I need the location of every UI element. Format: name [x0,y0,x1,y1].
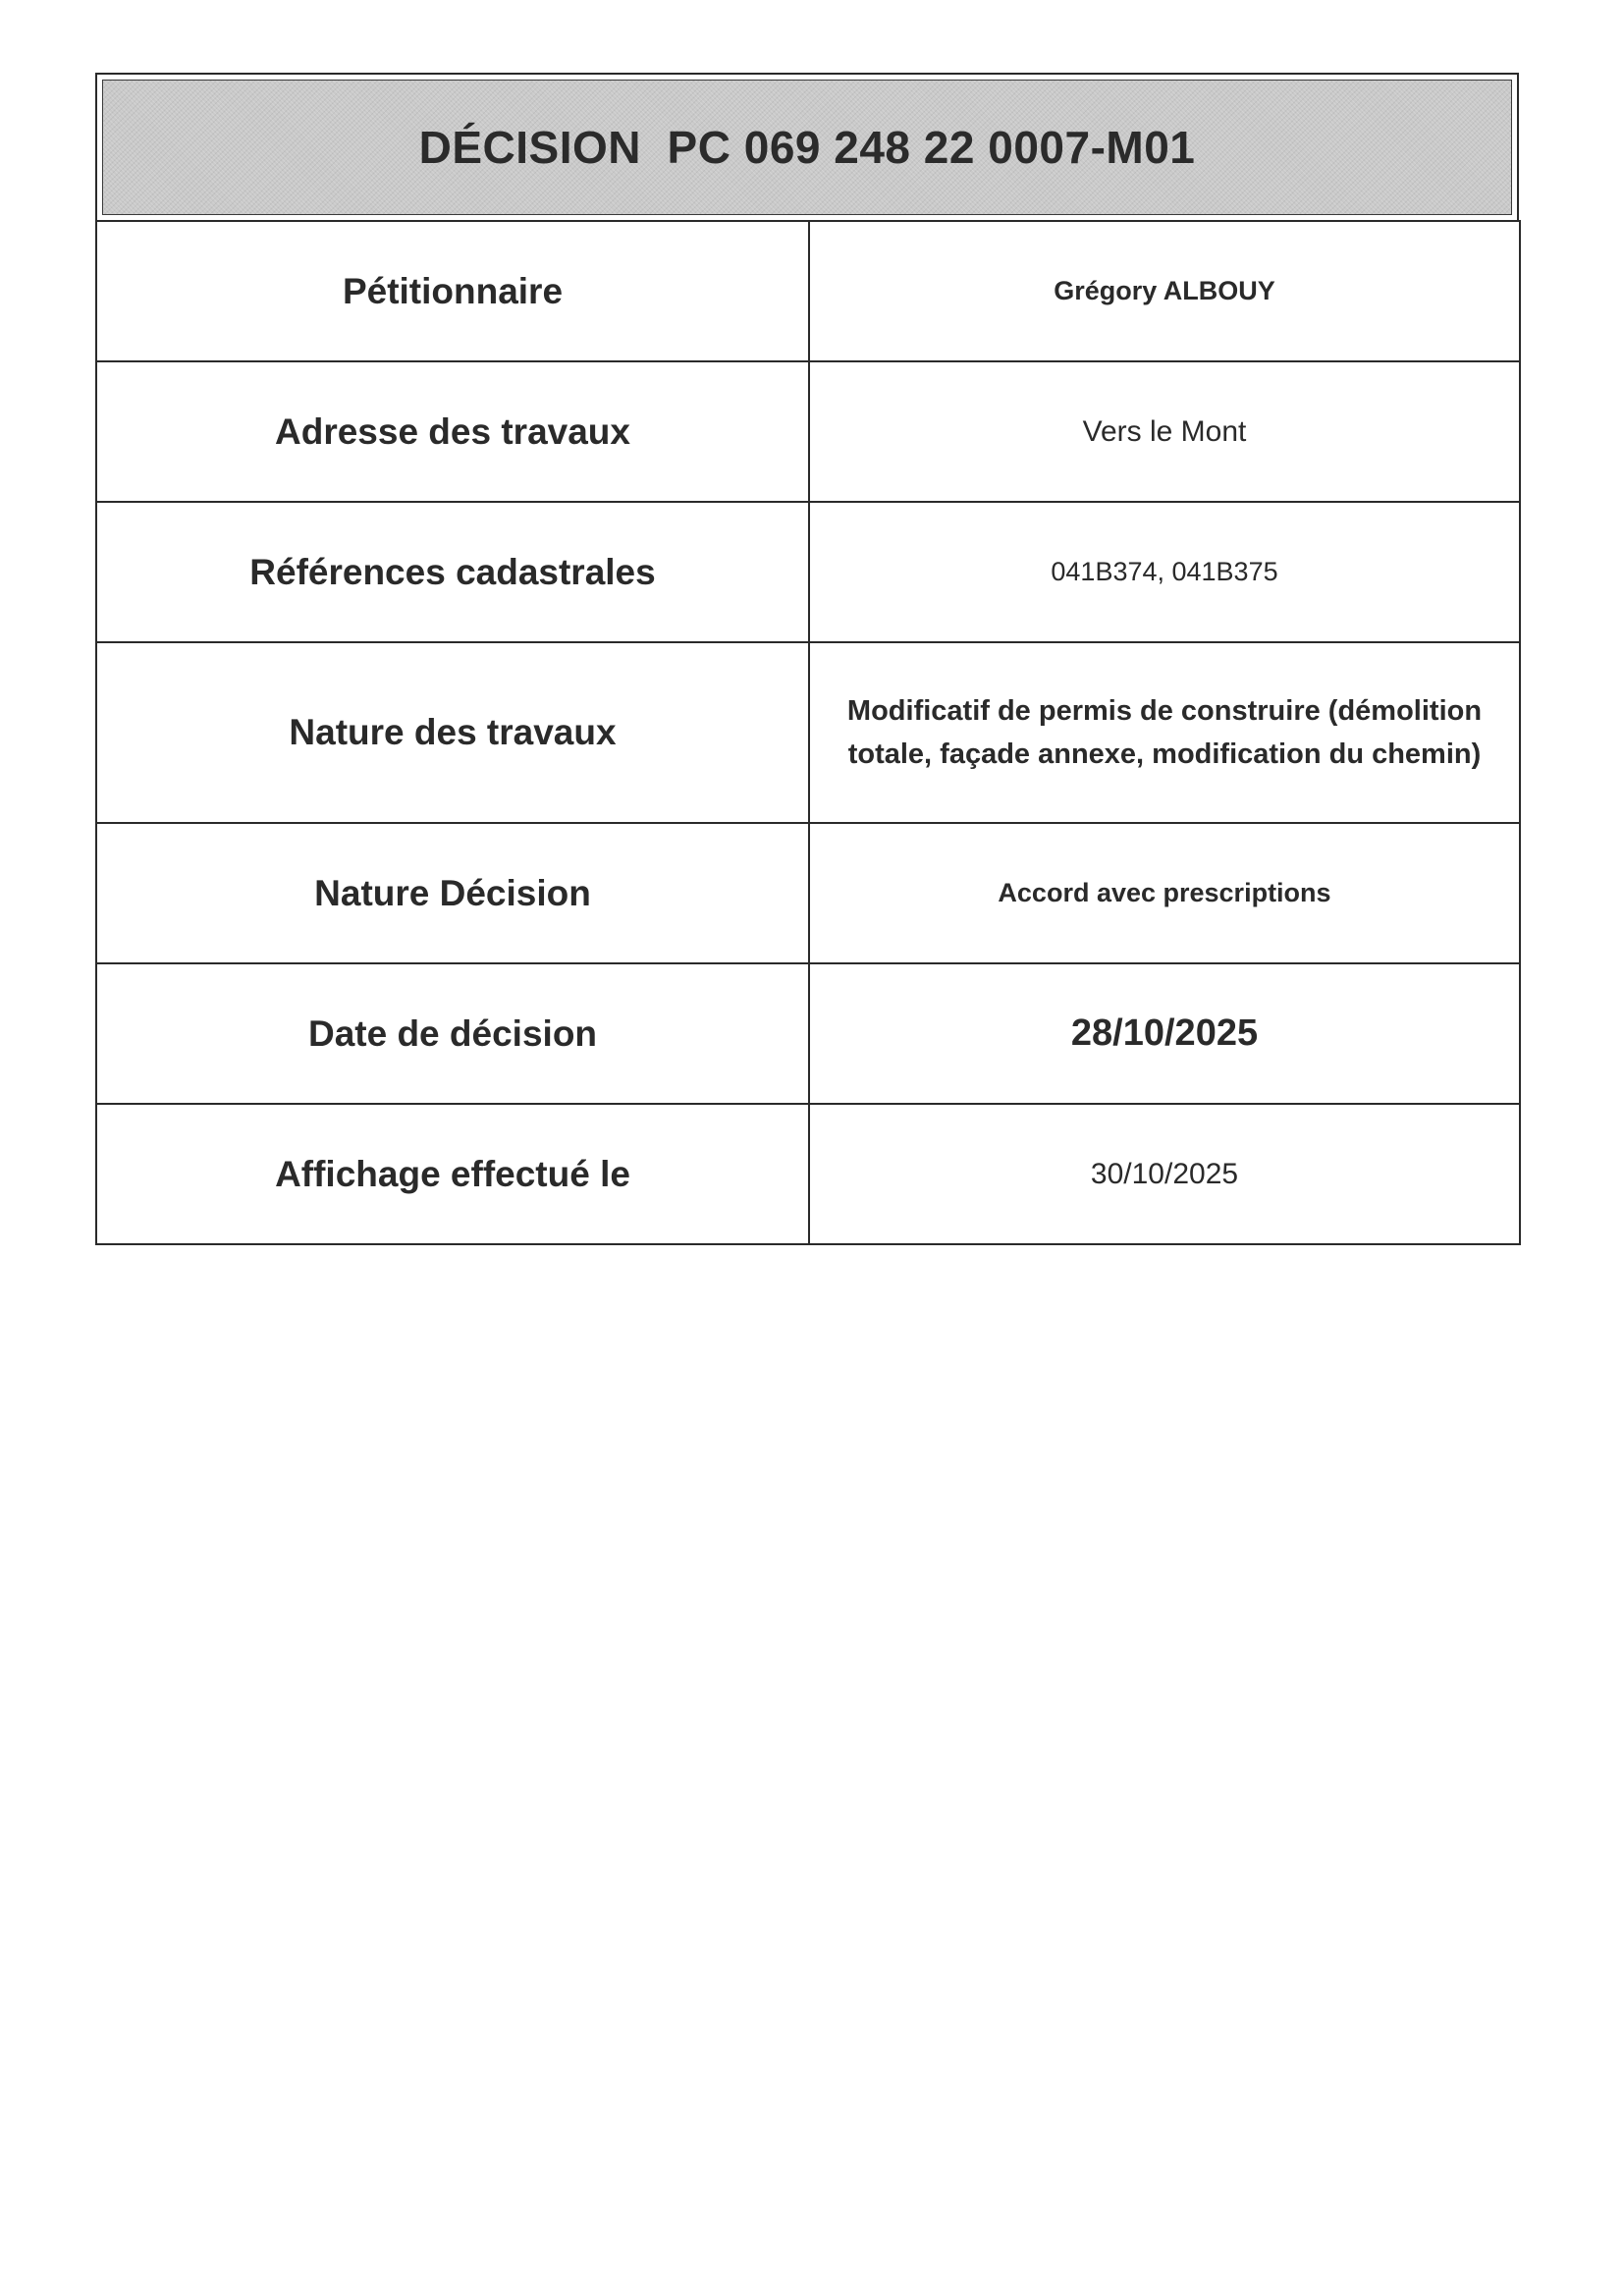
petitionnaire-label: Pétitionnaire [342,270,564,311]
references-value: 041B374, 041B375 [1051,557,1278,586]
value-cell [809,221,1520,361]
label-cell [96,642,809,823]
table-row-date-decision [96,963,1520,1104]
value-cell [809,963,1520,1104]
table-row-references [96,502,1520,642]
label-cell [96,502,809,642]
table-row-affichage [96,1104,1520,1244]
petitionnaire-value: Grégory ALBOUY [1054,276,1275,305]
value-cell [809,642,1520,823]
nature-decision-label: Nature Décision [314,872,591,913]
label-cell [96,823,809,963]
nature-decision-value: Accord avec prescriptions [998,878,1331,907]
adresse-value: Vers le Mont [1082,414,1247,448]
nature-travaux-label: Nature des travaux [289,712,617,752]
table-row-nature-decision [96,823,1520,963]
table-row-petitionnaire [96,221,1520,361]
affichage-label: Affichage effectué le [275,1153,630,1194]
date-decision-value: 28/10/2025 [1070,1012,1259,1054]
value-cell [809,502,1520,642]
label-cell [96,1104,809,1244]
date-decision-label: Date de décision [307,1012,598,1054]
table-row-adresse [96,361,1520,502]
table-row-nature-travaux [96,642,1520,823]
decision-info-table [95,220,1521,1245]
decision-title-box [95,73,1519,222]
label-cell [96,963,809,1104]
value-cell [809,361,1520,502]
affichage-value: 30/10/2025 [1090,1157,1239,1190]
label-cell [96,361,809,502]
decision-title: DÉCISION PC 069 248 22 0007-M01 [418,122,1196,173]
value-cell [809,1104,1520,1244]
label-cell [96,221,809,361]
nature-travaux-value-line-1: Modificatif de permis de construire (démolition [846,695,1483,727]
decision-title-banner [102,80,1512,215]
value-cell [809,823,1520,963]
references-label: Références cadastrales [249,551,656,592]
adresse-label: Adresse des travaux [275,410,630,452]
nature-travaux-value-line-2: totale, façade annexe, modification du chemin) [847,738,1482,770]
decision-sheet [95,73,1519,1245]
